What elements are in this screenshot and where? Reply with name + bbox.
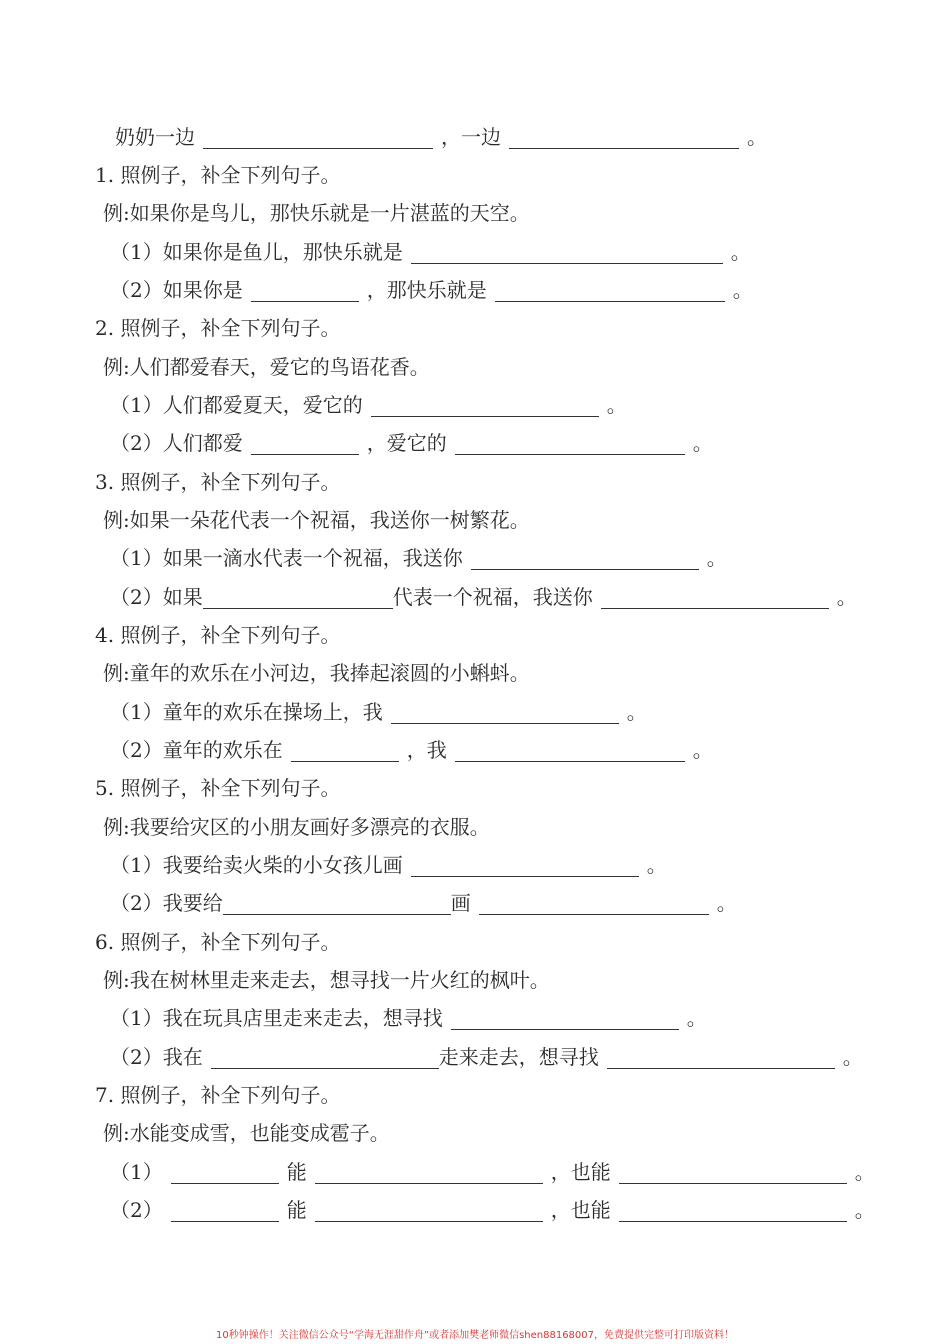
q4-s2-text-2: ，我 — [406, 738, 447, 762]
question-heading — [95, 158, 340, 192]
q2-s1-text: （1）人们都爱夏天，爱它的 — [110, 393, 363, 417]
sentence-end: 。 — [730, 240, 751, 264]
q2-s2-text-2: ，爱它的 — [366, 431, 447, 455]
exercise-line — [110, 273, 753, 307]
q7-example: 例:水能变成雪，也能变成雹子。 — [103, 1121, 390, 1145]
q5-s2-text-2: 画 — [450, 891, 471, 915]
example-sentence — [103, 963, 550, 997]
q1-heading: 1. 照例子，补全下列句子。 — [95, 163, 341, 187]
answer-blank[interactable] — [455, 739, 685, 762]
answer-blank[interactable] — [251, 432, 359, 455]
answer-blank[interactable] — [203, 126, 433, 149]
q3-s1-text: （1）如果一滴水代表一个祝福，我送你 — [110, 546, 463, 570]
answer-blank[interactable] — [315, 1161, 543, 1184]
answer-blank[interactable] — [391, 701, 619, 724]
q7-s2-text-2: 能 — [286, 1198, 307, 1222]
q6-s1-text: （1）我在玩具店里走来走去，想寻找 — [110, 1006, 443, 1030]
example-sentence — [103, 350, 430, 384]
q7-s2-text-1: （2） — [110, 1198, 163, 1222]
sentence-end: 。 — [716, 891, 737, 915]
exercise-line — [110, 541, 727, 575]
example-sentence — [103, 1116, 390, 1150]
answer-blank[interactable] — [171, 1199, 279, 1222]
question-heading — [95, 465, 340, 499]
sentence-end: 。 — [706, 546, 727, 570]
exercise-line — [110, 426, 713, 460]
exercise-line — [110, 848, 667, 882]
sentence-end: 。 — [606, 393, 627, 417]
sentence-end: 。 — [692, 738, 713, 762]
q4-example: 例:童年的欢乐在小河边，我捧起滚圆的小蝌蚪。 — [103, 661, 530, 685]
q3-example: 例:如果一朵花代表一个祝福，我送你一树繁花。 — [103, 508, 530, 532]
q4-s1-text: （1）童年的欢乐在操场上，我 — [110, 700, 383, 724]
q4-s2-text-1: （2）童年的欢乐在 — [110, 738, 283, 762]
q6-heading: 6. 照例子，补全下列句子。 — [95, 930, 341, 954]
sentence-end: 。 — [854, 1160, 875, 1184]
q5-heading: 5. 照例子，补全下列句子。 — [95, 776, 341, 800]
answer-blank[interactable] — [601, 586, 829, 609]
exercise-line — [110, 580, 857, 614]
exercise-line — [110, 1155, 875, 1189]
question-heading — [95, 925, 340, 959]
sentence-end: 。 — [836, 585, 857, 609]
answer-blank[interactable] — [455, 432, 685, 455]
q7-s2-text-3: ，也能 — [550, 1198, 611, 1222]
sentence-end: 。 — [646, 853, 667, 877]
q5-example: 例:我要给灾区的小朋友画好多漂亮的衣服。 — [103, 815, 490, 839]
answer-blank[interactable] — [495, 279, 725, 302]
q1-s1-text: （1）如果你是鱼儿，那快乐就是 — [110, 240, 403, 264]
q3-heading: 3. 照例子，补全下列句子。 — [95, 470, 341, 494]
sentence-end: 。 — [842, 1045, 863, 1069]
answer-blank[interactable] — [509, 126, 739, 149]
answer-blank[interactable] — [479, 892, 709, 915]
exercise-line — [110, 733, 713, 767]
answer-blank[interactable] — [251, 279, 359, 302]
exercise-line — [110, 1001, 707, 1035]
exercise-line — [110, 1193, 875, 1227]
example-sentence — [103, 503, 530, 537]
answer-blank[interactable] — [619, 1199, 847, 1222]
q1-s2-text-2: ，那快乐就是 — [366, 278, 487, 302]
intro-sentence — [115, 120, 767, 154]
q2-example: 例:人们都爱春天，爱它的鸟语花香。 — [103, 355, 430, 379]
question-heading — [95, 311, 340, 345]
q7-s1-text-2: 能 — [286, 1160, 307, 1184]
answer-blank[interactable] — [619, 1161, 847, 1184]
q3-s2-text-2: 代表一个祝福，我送你 — [392, 585, 593, 609]
answer-blank[interactable] — [471, 547, 699, 570]
answer-blank[interactable] — [291, 739, 399, 762]
q5-s1-text: （1）我要给卖火柴的小女孩儿画 — [110, 853, 403, 877]
answer-blank[interactable] — [607, 1046, 835, 1069]
answer-blank[interactable] — [371, 394, 599, 417]
question-heading — [95, 1078, 340, 1112]
example-sentence — [103, 196, 530, 230]
q4-heading: 4. 照例子，补全下列句子。 — [95, 623, 341, 647]
answer-blank[interactable] — [315, 1199, 543, 1222]
q6-s2-text-1: （2）我在 — [110, 1045, 203, 1069]
answer-blank[interactable] — [411, 854, 639, 877]
sentence-end: 。 — [854, 1198, 875, 1222]
sentence-end: 。 — [686, 1006, 707, 1030]
exercise-line — [110, 235, 751, 269]
example-sentence — [103, 810, 490, 844]
q2-s2-text-1: （2）人们都爱 — [110, 431, 243, 455]
answer-blank[interactable] — [211, 1046, 439, 1069]
intro-text-2: ，一边 — [441, 125, 501, 149]
sentence-end: 。 — [747, 125, 767, 149]
exercise-line — [110, 886, 737, 920]
sentence-end: 。 — [626, 700, 647, 724]
q6-s2-text-2: 走来走去，想寻找 — [438, 1045, 599, 1069]
footer-promo-text: 10秒钟操作！关注微信公众号“学海无涯甜作舟”或者添加樊老师微信shen88168007，免费提供完整可打印版资料！ — [215, 1330, 735, 1341]
q3-s2-text-1: （2）如果 — [110, 585, 203, 609]
sentence-end: 。 — [732, 278, 753, 302]
answer-blank[interactable] — [411, 241, 723, 264]
q7-s1-text-3: ，也能 — [550, 1160, 611, 1184]
q6-example: 例:我在树林里走来走去，想寻找一片火红的枫叶。 — [103, 968, 550, 992]
exercise-line — [110, 388, 627, 422]
question-heading — [95, 771, 340, 805]
answer-blank[interactable] — [223, 892, 451, 915]
answer-blank[interactable] — [451, 1007, 679, 1030]
q1-example: 例:如果你是鸟儿，那快乐就是一片湛蓝的天空。 — [103, 201, 530, 225]
q1-s2-text-1: （2）如果你是 — [110, 278, 243, 302]
q7-heading: 7. 照例子，补全下列句子。 — [95, 1083, 341, 1107]
question-heading — [95, 618, 340, 652]
q7-s1-text-1: （1） — [110, 1160, 163, 1184]
exercise-line — [110, 695, 647, 729]
q5-s2-text-1: （2）我要给 — [110, 891, 223, 915]
exercise-line — [110, 1040, 863, 1074]
q2-heading: 2. 照例子，补全下列句子。 — [95, 316, 341, 340]
sentence-end: 。 — [692, 431, 713, 455]
answer-blank[interactable] — [171, 1161, 279, 1184]
intro-text-1: 奶奶一边 — [115, 125, 195, 149]
example-sentence — [103, 656, 530, 690]
answer-blank[interactable] — [203, 586, 393, 609]
